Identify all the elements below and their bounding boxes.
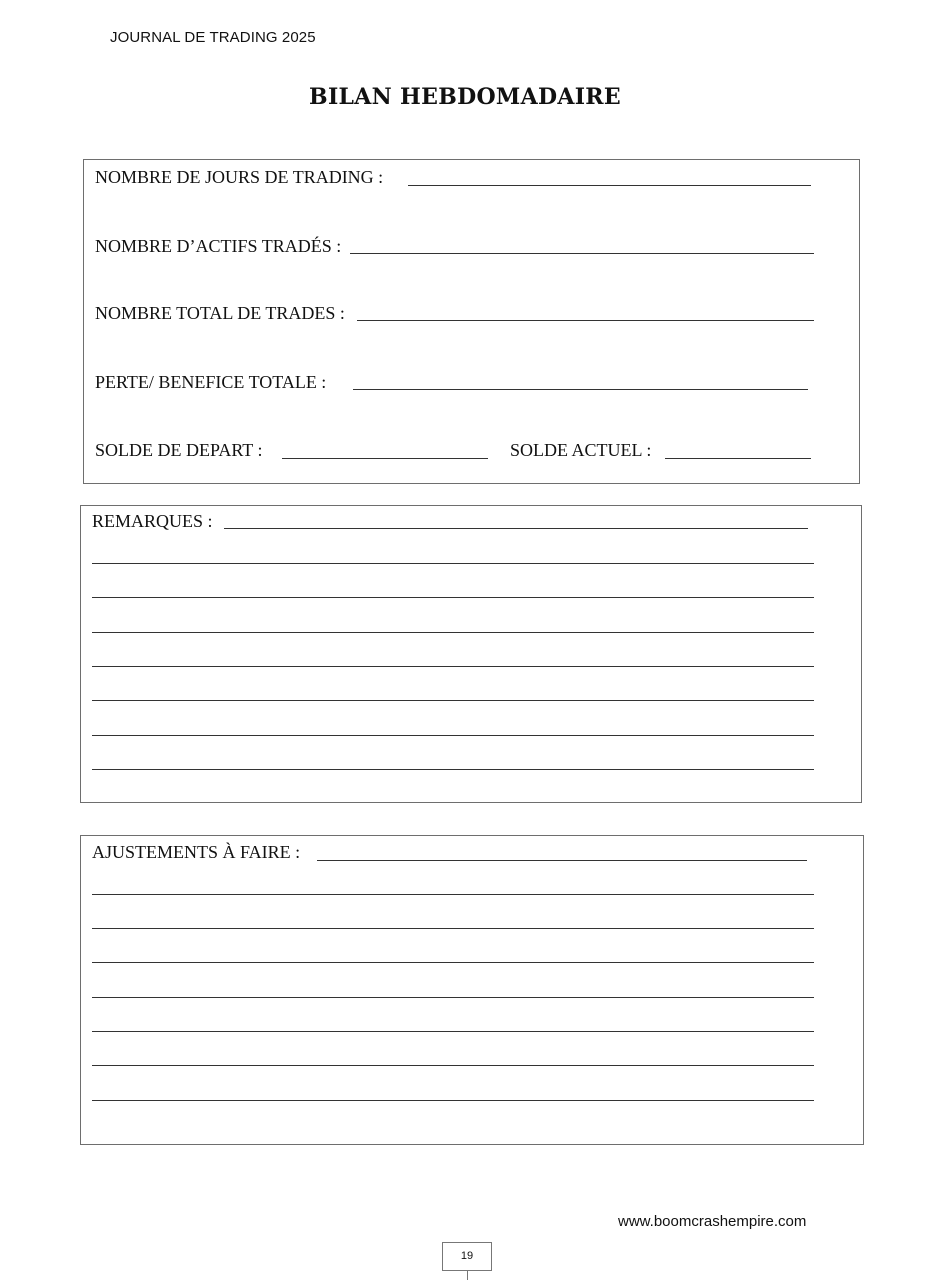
page-number-tick <box>467 1271 468 1280</box>
adjustments-line[interactable] <box>92 894 814 895</box>
remarks-line[interactable] <box>92 735 814 736</box>
current-balance-label: SOLDE ACTUEL : <box>510 440 652 460</box>
adjustments-line[interactable] <box>92 997 814 998</box>
remarks-line[interactable] <box>92 563 814 564</box>
remarks-line[interactable] <box>224 528 808 529</box>
trading-days-field[interactable] <box>408 185 811 186</box>
remarks-line[interactable] <box>92 769 814 770</box>
adjustments-line[interactable] <box>92 928 814 929</box>
journal-header: JOURNAL DE TRADING 2025 <box>110 29 316 46</box>
adjustments-label: AJUSTEMENTS À FAIRE : <box>92 842 301 862</box>
remarks-line[interactable] <box>92 700 814 701</box>
total-trades-label: NOMBRE TOTAL DE TRADES : <box>95 303 345 323</box>
adjustments-box <box>80 835 864 1145</box>
remarks-line[interactable] <box>92 666 814 667</box>
adjustments-line[interactable] <box>92 1065 814 1066</box>
pnl-field[interactable] <box>353 389 808 390</box>
remarks-box <box>80 505 862 803</box>
page-number: 19 <box>442 1242 492 1271</box>
assets-traded-label: NOMBRE D’ACTIFS TRADÉS : <box>95 236 342 256</box>
start-balance-label: SOLDE DE DEPART : <box>95 440 263 460</box>
website-link[interactable]: www.boomcrashempire.com <box>618 1213 807 1230</box>
total-trades-field[interactable] <box>357 320 814 321</box>
remarks-line[interactable] <box>92 597 814 598</box>
adjustments-line[interactable] <box>92 1100 814 1101</box>
adjustments-line[interactable] <box>92 1031 814 1032</box>
adjustments-line[interactable] <box>317 860 807 861</box>
remarks-label: REMARQUES : <box>92 511 213 531</box>
trading-days-label: NOMBRE DE JOURS DE TRADING : <box>95 167 384 187</box>
pnl-label: PERTE/ BENEFICE TOTALE : <box>95 372 327 392</box>
page-title: BILAN HEBDOMADAIRE <box>309 84 621 110</box>
remarks-line[interactable] <box>92 632 814 633</box>
assets-traded-field[interactable] <box>350 253 814 254</box>
adjustments-line[interactable] <box>92 962 814 963</box>
current-balance-field[interactable] <box>665 458 811 459</box>
start-balance-field[interactable] <box>282 458 488 459</box>
